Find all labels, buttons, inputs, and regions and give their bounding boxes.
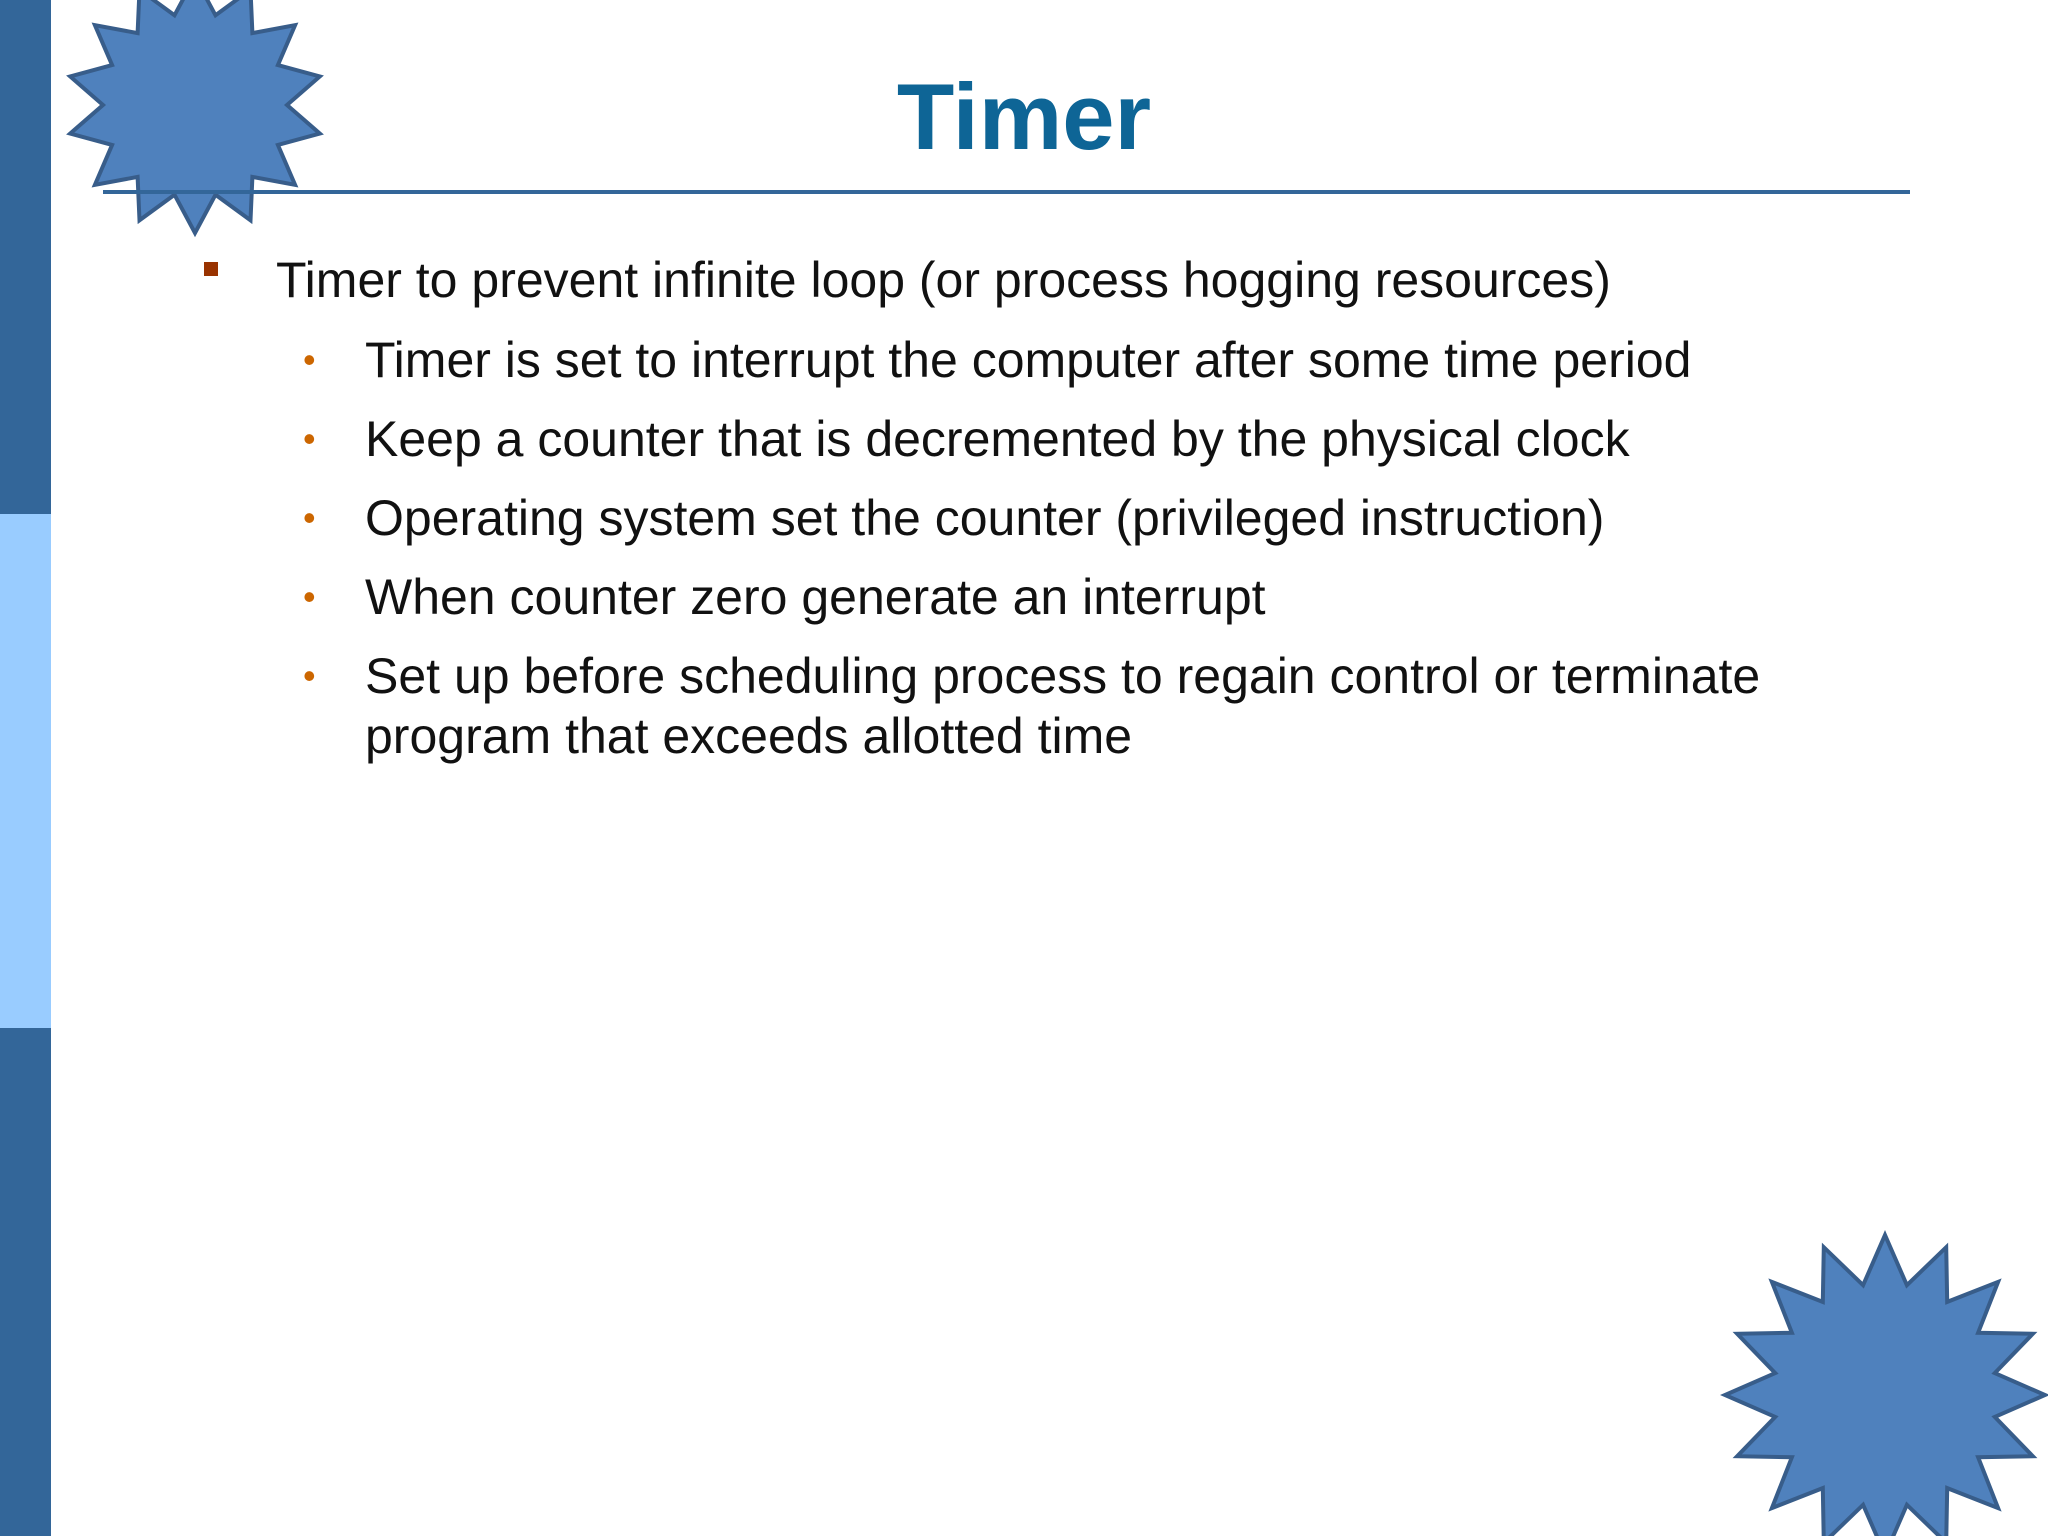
dot-bullet-icon: •: [303, 418, 316, 459]
sub-bullet-item: [303, 567, 1865, 627]
sub-bullet-text: Operating system set the counter (privileged instruction): [365, 490, 1605, 546]
main-bullet-text: Timer to prevent infinite loop (or process hogging resources): [276, 252, 1611, 308]
sub-bullet-text: Keep a counter that is decremented by the physical clock: [365, 411, 1630, 467]
sub-bullet-list: [303, 330, 1865, 785]
dot-bullet-icon: •: [303, 655, 316, 696]
dot-bullet-icon: •: [303, 497, 316, 538]
square-bullet-icon: [204, 262, 218, 276]
slide-title: Timer: [896, 64, 1152, 169]
sub-bullet-text: Set up before scheduling process to regain control or terminate program that exceeds allotted time: [365, 648, 1761, 764]
dot-bullet-icon: •: [303, 576, 316, 617]
sub-bullet-item: [303, 646, 1865, 766]
sub-bullet-item: [303, 488, 1865, 548]
sub-bullet-item: [303, 409, 1865, 469]
dot-bullet-icon: •: [303, 339, 316, 380]
sub-bullet-item: [303, 330, 1865, 390]
sub-bullet-text: When counter zero generate an interrupt: [365, 569, 1266, 625]
sub-bullet-text: Timer is set to interrupt the computer after some time period: [365, 332, 1692, 388]
